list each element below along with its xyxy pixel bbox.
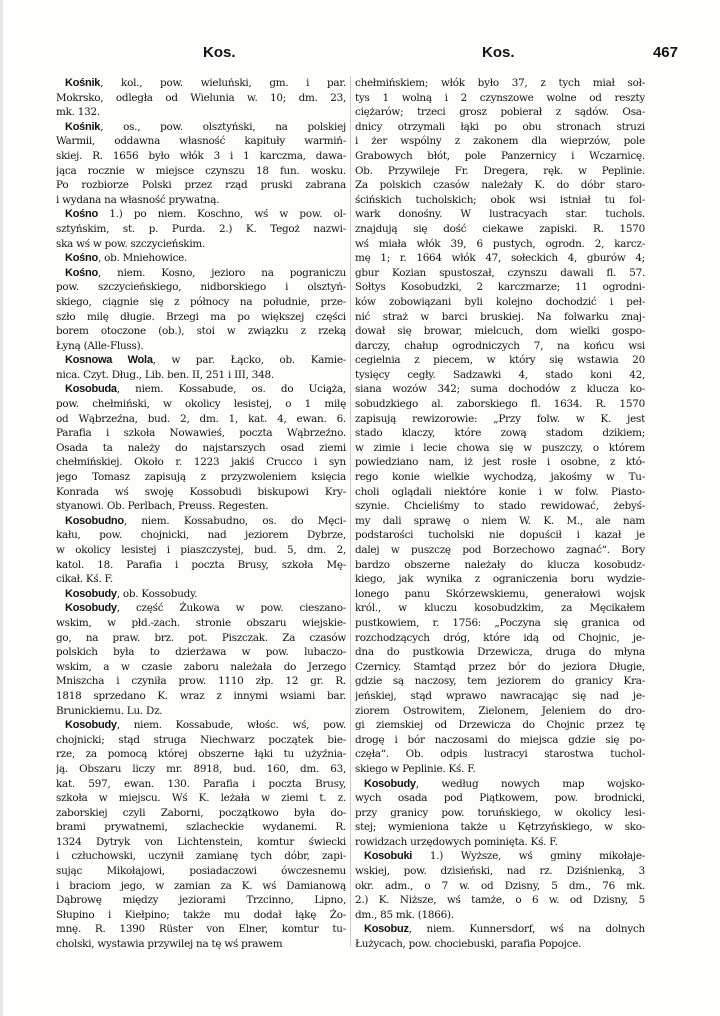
text-line xyxy=(355,339,645,354)
entry-text: pow. szczycieńskiego, nidborskiego i olsztyń- xyxy=(56,281,346,294)
text-line xyxy=(56,193,346,208)
entry-text: lonego panu Skórzewskiemu, generałowi wojsk xyxy=(355,587,645,600)
text-line xyxy=(56,412,346,427)
entry-text: katol. 18. Parafia i poczta Brusy, szkoła Mę- xyxy=(56,558,346,571)
entry-text: dna do pustkowia Drzewicza, druga do młyna xyxy=(355,646,645,659)
entry-text: kiego, jak wynika z ograniczenia boru wydzie- xyxy=(355,573,645,586)
text-line xyxy=(56,689,346,704)
text-line xyxy=(56,733,346,748)
text-line xyxy=(56,922,346,937)
entry-text: kat. 597, ewan. 130. Parafia i poczta Brusy, xyxy=(56,777,346,790)
entry-text: ją. Obszaru liczy mr. 8918, bud. 160, dm. 63, xyxy=(56,762,346,775)
entry-headword: Kosobuda xyxy=(65,383,117,396)
entry-text: darczy, chałup ogrodniczych 7, na końcu wsi xyxy=(355,339,645,352)
entry-text: , według nowych map wojsko- xyxy=(415,777,645,790)
entry-text: nić straż w barci bruskiej. Na folwarku znaj- xyxy=(355,310,645,323)
text-line xyxy=(56,762,346,777)
text-line xyxy=(56,791,346,806)
text-line xyxy=(355,353,645,368)
entry-text: , część Żukowa w pow. cieszano- xyxy=(116,602,346,615)
entry-text: szynie. Chcieliśmy to stado rewidować, żebyś- xyxy=(355,500,645,513)
text-line xyxy=(56,616,346,631)
text-line xyxy=(56,660,346,675)
entry-text: rze, za pomocą której obszerne łąki tu użyźnia- xyxy=(56,748,346,761)
entry-text: wych osada pod Piątkowem, pow. brodnicki, xyxy=(355,792,645,805)
text-line xyxy=(355,791,645,806)
entry-headword: Kośno xyxy=(65,208,98,221)
entry-headword: Kosobudy xyxy=(65,719,117,732)
text-line xyxy=(56,441,346,456)
text-line xyxy=(56,266,346,281)
text-line xyxy=(355,120,645,135)
text-line xyxy=(56,455,346,470)
entry-text: 1324 Dytryk von Lichtenstein, komtur świecki xyxy=(56,835,346,848)
entry-text: Po rozbiorze Polski przez rząd pruski zabrana xyxy=(56,179,346,192)
entry-text: Za polskich czasów należały K. do dóbr staro- xyxy=(355,179,645,192)
text-line xyxy=(56,237,346,252)
entry-text: i człuchowski, uczynił zamianę tych dóbr, zapi- xyxy=(56,850,346,863)
entry-text: jeńskiej, stąd wprawo nawracając się nad je- xyxy=(355,689,645,702)
text-line xyxy=(355,645,645,660)
entry-text: wark donośny. W lustracyach star. tuchols. xyxy=(355,208,645,221)
entry-headword: Kosobudno xyxy=(65,514,124,527)
text-line xyxy=(56,178,346,193)
entry-text: szkoła w miejscu. Wś K. leżała w ziemi t. z. xyxy=(56,792,346,805)
text-line xyxy=(355,149,645,164)
entry-headword: Kosnowa Wola xyxy=(65,354,153,367)
entry-text: wskim, a w czasie zaboru należała do Jerzego xyxy=(56,660,346,673)
entry-text: okr. adm., o 7 w. od Dzisny, 5 dm., 76 mk. xyxy=(355,879,645,892)
text-line xyxy=(56,631,346,646)
entry-text: mę 1; r. 1664 włók 47, sołeckich 4, gburów 4; xyxy=(355,252,645,265)
entry-text: przy granicy pow. toruńskiego, w okolicy lesi- xyxy=(355,806,645,819)
text-line xyxy=(56,120,346,135)
entry-text: , niem. Kossabude, włośc. wś, pow. xyxy=(116,719,346,732)
entry-headword: Kosobuz xyxy=(364,923,409,936)
text-line xyxy=(355,76,645,91)
entry-text: 1.) Wyższe, wś gminy mikołaje- xyxy=(412,850,645,863)
text-line xyxy=(355,922,645,937)
text-line xyxy=(56,587,346,602)
text-line xyxy=(355,704,645,719)
text-line xyxy=(355,105,645,120)
text-line xyxy=(355,674,645,689)
text-line xyxy=(56,937,346,952)
entry-text: , ob. Kossobudy. xyxy=(116,587,198,600)
entry-headword: Kosobudy xyxy=(65,602,117,615)
entry-text: stado klaczy, które zową stadom dzikiem; xyxy=(355,427,645,440)
entry-text: bardzo obszerne należały do klucza kosobudz- xyxy=(355,558,645,571)
entry-text: cegielnia z piecem, w który się wstawia 20 xyxy=(355,354,645,367)
entry-text: skiego, ciągnie się z północy na południe, prze- xyxy=(56,295,346,308)
entry-text: pow. chełmiński, w okolicy lesistej, o 1 milę xyxy=(56,398,346,411)
entry-text: Słupino i Kiełpino; także mu dodał łąkę Żo- xyxy=(56,908,346,921)
entry-text: choli oglądali niektóre konie i w folw. Piasto- xyxy=(355,485,645,498)
entry-text: w okolicy lesistej i piaszczystej, bud. 5, dm. 2, xyxy=(56,544,346,556)
entry-text: wskiej, pow. dzisieński, nad rz. Dziśnienką, 3 xyxy=(355,865,645,878)
text-line xyxy=(355,937,645,952)
entry-text: ciężarów; trzeci grosz pobierał z sądów. Osa- xyxy=(355,106,645,119)
entry-text: Sołtys Kosobudzki, 2 karczmarze; 11 ogrodni- xyxy=(355,281,645,294)
text-line xyxy=(355,616,645,631)
text-line xyxy=(56,76,346,91)
text-line xyxy=(355,134,645,149)
text-line xyxy=(355,499,645,514)
entry-text: tys 1 wolną i 2 czynszowe wolne od reszty xyxy=(355,91,645,104)
text-line xyxy=(355,251,645,266)
text-line xyxy=(355,820,645,835)
text-line xyxy=(355,470,645,485)
text-line xyxy=(355,207,645,222)
entry-text: mk. 132. xyxy=(56,106,100,119)
text-line xyxy=(355,514,645,529)
entry-text: w zimie i lecie chowa się w puszczy, o którem xyxy=(355,441,645,454)
entry-text: Konrada wś swoję Kossobudi biskupowi Kry- xyxy=(56,485,346,498)
text-line xyxy=(355,631,645,646)
text-line xyxy=(355,747,645,762)
text-line xyxy=(355,849,645,864)
text-line xyxy=(355,455,645,470)
entry-text: gdzie są naczosy, tem jeziorem do granicy Kra- xyxy=(355,675,645,688)
entry-text: i braciom jego, w zamian za K. wś Damianową xyxy=(56,879,346,892)
entry-text: zapisują rewizorowie: „Przy folw. w K. jest xyxy=(355,412,645,425)
text-line xyxy=(355,266,645,281)
text-line xyxy=(355,237,645,252)
entry-text: rozchodzących dróg, które idą od Chojnic, je- xyxy=(355,631,645,644)
entry-text: chełmińskiem; włók było 37, z tych miał soł- xyxy=(355,77,645,89)
entry-text: mnę. R. 1390 Rüster von Elner, komtur tu- xyxy=(56,923,346,936)
entry-text: tysięcy cegły. Sadzawki 4, stado koni 42, xyxy=(355,368,645,381)
text-line xyxy=(56,310,346,325)
text-line xyxy=(56,382,346,397)
text-line xyxy=(56,485,346,500)
text-line xyxy=(56,835,346,850)
text-line xyxy=(355,601,645,616)
text-line xyxy=(355,879,645,894)
entry-text: , ob. Mniehowice. xyxy=(97,252,188,265)
text-line xyxy=(56,879,346,894)
entry-text: cholski, wystawia przywilej na tę wś prawem xyxy=(56,938,283,951)
entry-headword: Kośnik xyxy=(65,77,101,89)
entry-text: ska wś w pow. szczycieńskim. xyxy=(56,237,206,250)
entry-text: sztyńskim, st. p. Purda. 2.) K. Tegoż nazwi- xyxy=(56,222,346,235)
text-line xyxy=(355,572,645,587)
entry-text: , niem. Kunnersdorf, wś na dolnych xyxy=(408,923,645,936)
text-line xyxy=(56,339,346,354)
entry-text: brami prywatnemi, szlacheckie wydanemi. R. xyxy=(56,821,346,834)
text-line xyxy=(56,718,346,733)
header-left-word: Kos. xyxy=(203,44,236,61)
left-column xyxy=(56,76,346,952)
entry-text: ków zobowiązani byli kolejno dochodzić i peł- xyxy=(355,295,645,308)
entry-text: , w par. Łącko, ob. Kamie- xyxy=(152,354,346,367)
entry-headword: Kośnik xyxy=(65,120,101,133)
text-line xyxy=(56,368,346,383)
entry-text: drogę i bór naczosami do miejsca gdzie się po- xyxy=(355,733,645,746)
entry-headword: Kosobuki xyxy=(364,850,413,863)
entry-text: Czernicy. Stamtąd przez bór do jeziora Długie, xyxy=(355,660,645,673)
text-line xyxy=(56,747,346,762)
text-line xyxy=(56,207,346,222)
column-divider xyxy=(350,76,351,946)
text-line xyxy=(56,353,346,368)
entry-text: Łyną (Alle-Fluss). xyxy=(56,339,144,352)
entry-text: polskich była to dzierżawa w pow. lubaczo- xyxy=(56,646,346,659)
text-line xyxy=(56,164,346,179)
text-line xyxy=(56,558,346,573)
entry-text: Brunickiemu. Lu. Dz. xyxy=(56,704,163,717)
entry-text: dował się browar, mielcuch, dom wielki gospo- xyxy=(355,325,645,338)
entry-text: powiedziano nam, iż jest rosłe i osobne, z któ- xyxy=(355,456,645,469)
entry-text: pustkowiem, r. 1756: „Poczyna się granica od xyxy=(355,616,645,629)
text-line xyxy=(355,864,645,879)
text-line xyxy=(355,193,645,208)
text-line xyxy=(56,295,346,310)
entry-text: Grabowych błót, pole Panzernicy i Wczarnicę. xyxy=(355,149,645,162)
entry-text: gi ziemskiej od Drzewicza do Chojnic przez tę xyxy=(355,719,645,732)
text-line xyxy=(56,91,346,106)
text-line xyxy=(56,704,346,719)
entry-text: skiej. R. 1656 było włók 3 i 1 karczma, dawa- xyxy=(56,149,346,162)
text-line xyxy=(56,645,346,660)
text-line xyxy=(355,733,645,748)
entry-text: Mniszcha i czyniła prow. 1110 złp. 12 gr. R. xyxy=(56,675,346,688)
text-line xyxy=(355,777,645,792)
entry-text: jąca rocznie w miejsce czynszu 18 fun. wosku. xyxy=(56,164,346,177)
text-line xyxy=(355,178,645,193)
text-line xyxy=(56,601,346,616)
text-line xyxy=(355,660,645,675)
text-line xyxy=(355,280,645,295)
entry-text: Łużycach, pow. chociebuski, parafia Popojce. xyxy=(355,938,582,951)
text-line xyxy=(56,849,346,864)
entry-text: skiego w Peplinie. Kś. F. xyxy=(355,762,476,775)
text-line xyxy=(56,514,346,529)
text-line xyxy=(355,485,645,500)
text-line xyxy=(355,382,645,397)
text-line xyxy=(56,806,346,821)
entry-text: styanowi. Ob. Perlbach, Preuss. Regesten. xyxy=(56,500,269,513)
text-line xyxy=(355,806,645,821)
entry-text: częła“. Ob. odpis lustracyi starostwa tuchol- xyxy=(355,748,645,761)
entry-text: Ob. Przywileje Fr. Dregera, ręk. w Peplinie. xyxy=(355,164,645,177)
entry-text: dnicy otrzymali łąki po obu stronach struzi xyxy=(355,120,645,133)
entry-text: wskim, w płd.-zach. stronie obszaru wiejskie- xyxy=(56,616,346,629)
text-line xyxy=(355,587,645,602)
entry-text: rego konie wielkie wychodzą, jakośmy w Tu- xyxy=(355,471,645,484)
text-line xyxy=(355,222,645,237)
text-line xyxy=(56,499,346,514)
entry-text: i wydana na własność prywatną. xyxy=(56,193,220,206)
entry-text: kału, pow. chojnicki, nad jeziorem Dybrze, xyxy=(56,529,346,542)
text-line xyxy=(56,149,346,164)
text-line xyxy=(355,324,645,339)
text-line xyxy=(355,368,645,383)
entry-text: , niem. Kosno, jezioro na pograniczu xyxy=(97,266,346,279)
entry-text: borem otoczone (ob.), stoi w związku z rzeką xyxy=(56,325,346,338)
text-line xyxy=(56,572,346,587)
header-right-word: Kos. xyxy=(482,44,515,61)
entry-text: sując Mikołajowi, posiadaczowi ówczesnemu xyxy=(56,865,346,878)
entry-headword: Kosobudy xyxy=(65,587,117,600)
entry-text: i żer wspólny z zakonem dla wieprzów, pole xyxy=(355,135,645,148)
text-line xyxy=(56,134,346,149)
text-line xyxy=(56,820,346,835)
text-line xyxy=(56,908,346,923)
entry-text: go, na praw. brz. pot. Piszczak. Za czasów xyxy=(56,631,346,644)
page-number: 467 xyxy=(652,44,678,61)
entry-text: stej; wymieniona także u Kętrzyńskiego, w sko- xyxy=(355,821,645,834)
entry-text: od Wąbrzeźna, bud. 2, dm. 1, kat. 4, ewan. 6. xyxy=(56,412,346,425)
text-line xyxy=(355,91,645,106)
text-line xyxy=(355,908,645,923)
entry-text: zaborskiej czyli Zaborni, początkowo była do- xyxy=(56,806,346,819)
entry-text: król., w kluczu kosobudzkim, za Męcikałem xyxy=(355,602,645,615)
text-line xyxy=(355,835,645,850)
entry-text: Osada ta należy do najstarszych osad ziemi xyxy=(56,441,346,454)
text-line xyxy=(355,426,645,441)
page-header xyxy=(56,44,686,66)
entry-text: rowidzach urzędowych pominięta. Kś. F. xyxy=(355,835,558,848)
entry-text: cikał. Kś. F. xyxy=(56,573,113,586)
text-line xyxy=(56,426,346,441)
text-line xyxy=(56,397,346,412)
entry-text: wś miała włók 39, 6 pustych, ogrodn. 2, karcz- xyxy=(355,237,645,250)
text-line xyxy=(355,441,645,456)
entry-headword: Kosobudy xyxy=(364,777,416,790)
entry-text: siana wozów 342; suma dochodów z klucza ko- xyxy=(355,383,645,396)
text-line xyxy=(56,893,346,908)
entry-text: dalej w puszczę pod Borzechowo zagnać“. Bory xyxy=(355,544,645,556)
entry-text: chojnicki; stąd struga Niechwarz początek bie- xyxy=(56,733,346,746)
entry-text: Mokrsko, odległa od Wielunia w. 10; dm. 23, xyxy=(56,91,346,104)
entry-headword: Kośno xyxy=(65,252,98,265)
entry-text: podstarości tucholski nie dopuścił i kazał je xyxy=(355,529,645,542)
text-line xyxy=(56,251,346,266)
entry-text: 1818 sprzedano K. wraz z innymi wsiami bar. xyxy=(56,689,346,702)
page-edge-shadow xyxy=(0,0,3,1016)
entry-headword: Kośno xyxy=(65,266,98,279)
text-line xyxy=(355,310,645,325)
entry-text: Warmii, oddawna własność kapituły warmiń- xyxy=(56,135,346,148)
entry-text: , niem. Kossabudno, os. do Męci- xyxy=(123,514,346,527)
text-line xyxy=(355,689,645,704)
entry-text: szło milę długie. Brzegi ma po większej części xyxy=(56,310,346,323)
text-line xyxy=(56,105,346,120)
entry-text: jego Tomasz zapisują z przyzwoleniem księcia xyxy=(56,471,346,484)
text-line xyxy=(355,893,645,908)
text-line xyxy=(56,543,346,558)
entry-text: dm., 85 mk. (1866). xyxy=(355,908,454,921)
text-line xyxy=(355,397,645,412)
right-column xyxy=(355,76,645,952)
entry-text: ziorem Ostrowitem, Zielonem, Jeleniem do dro- xyxy=(355,704,645,717)
text-line xyxy=(355,718,645,733)
text-line xyxy=(56,777,346,792)
entry-text: , kol., pow. wieluński, gm. i par. xyxy=(100,77,346,89)
text-line xyxy=(355,164,645,179)
text-line xyxy=(355,295,645,310)
entry-text: ścińskich tucholskich; obok wsi istniał tu fol- xyxy=(355,193,645,206)
text-line xyxy=(56,222,346,237)
entry-text: Parafia i szkoła Nowawieś, poczta Wąbrzeźno. xyxy=(56,427,346,440)
text-line xyxy=(56,470,346,485)
entry-text: 1.) po niem. Koschno, wś w pow. ol- xyxy=(97,208,346,221)
text-line xyxy=(355,528,645,543)
entry-text: gbur Kozian spustoszał, czynszu dawali fl. 57. xyxy=(355,266,645,279)
entry-text: chełmińskiej. Około r. 1223 jakiś Crucco i syn xyxy=(56,456,346,469)
entry-text: nica. Czyt. Dług., Lib. ben. II, 251 i III, 348. xyxy=(56,368,274,381)
text-line xyxy=(355,762,645,777)
text-line xyxy=(56,324,346,339)
entry-text: Dąbrowę między jeziorami Trzcinno, Lipno, xyxy=(56,894,346,907)
text-line xyxy=(56,864,346,879)
entry-text: , niem. Kossabude, os. do Ucią̨ża, xyxy=(116,383,346,396)
entry-text: znajdują się dość ciekawe zapiski. R. 1570 xyxy=(355,222,645,235)
entry-text: my dali sprawę o niem W. K. M., ale nam xyxy=(355,514,645,527)
entry-text: , os., pow. olsztyński, na polskiej xyxy=(100,120,346,133)
entry-text: sobudzkiego al. zaborskiego fl. 1634. R. 1570 xyxy=(355,398,645,411)
entry-text: 2.) K. Niższe, wś tamże, o 6 w. od Dzisny, 5 xyxy=(355,894,645,907)
text-line xyxy=(56,280,346,295)
text-line xyxy=(56,674,346,689)
text-line xyxy=(355,558,645,573)
text-line xyxy=(355,543,645,558)
text-line xyxy=(355,412,645,427)
text-line xyxy=(56,528,346,543)
